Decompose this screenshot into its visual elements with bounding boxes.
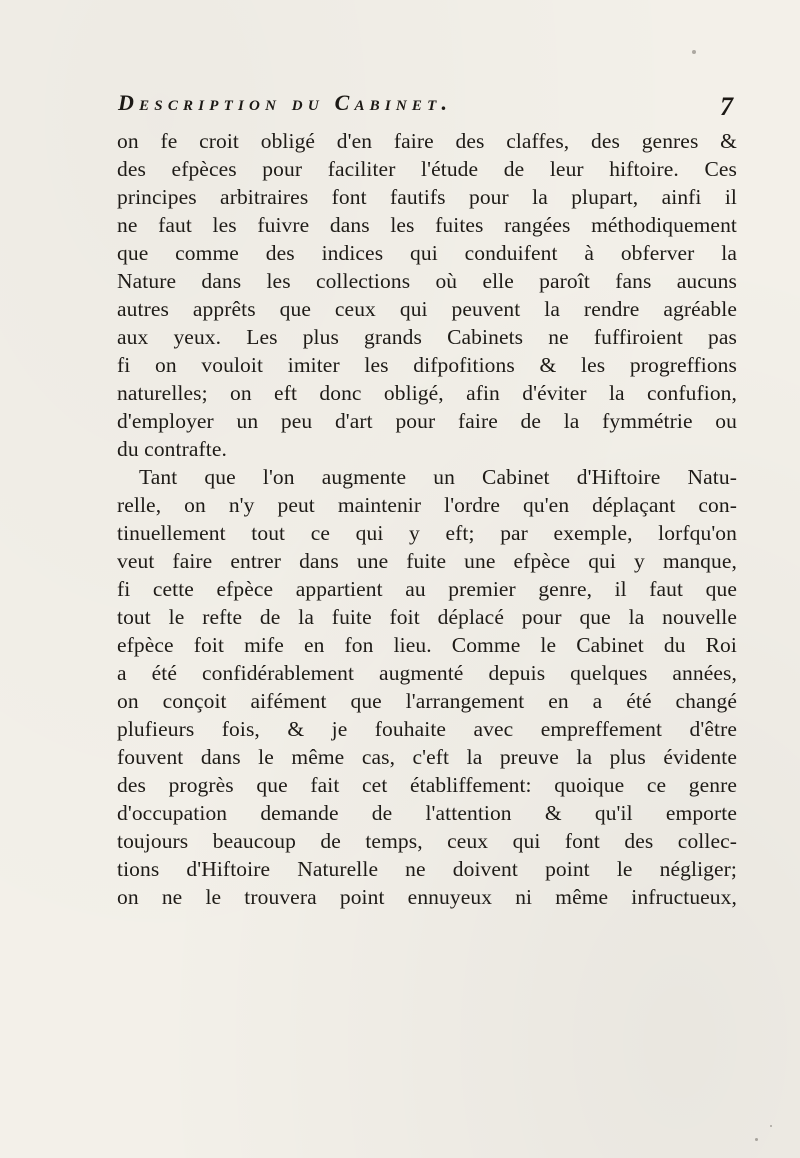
text-line: naturelles; on eft donc obligé, afin d'éviter la confufion, (117, 381, 737, 405)
text-line: relle, on n'y peut maintenir l'ordre qu'en déplaçant con- (117, 493, 737, 517)
text-line: tions d'Hiftoire Naturelle ne doivent point le négliger; (117, 857, 737, 881)
text-line: a été confidérablement augmenté depuis quelques années, (117, 661, 737, 685)
text-line: autres apprêts que ceux qui peuvent la rendre agréable (117, 297, 737, 321)
body-text (117, 127, 737, 911)
paragraph-end-line: du contrafte. (117, 437, 227, 461)
text-line: fouvent dans le même cas, c'eft la preuve la plus évidente (117, 745, 737, 769)
paper-speck (755, 1138, 758, 1141)
text-line: des progrès que fait cet établiffement: quoique ce genre (117, 773, 737, 797)
text-line: on conçoit aifément que l'arrangement en a été changé (117, 689, 737, 713)
text-line: fi cette efpèce appartient au premier genre, il faut que (117, 577, 737, 601)
text-line: des efpèces pour faciliter l'étude de leur hiftoire. Ces (117, 157, 737, 181)
text-line: veut faire entrer dans une fuite une efpèce qui y manque, (117, 549, 737, 573)
text-line: d'occupation demande de l'attention & qu'il emporte (117, 801, 737, 825)
text-line: plufieurs fois, & je fouhaite avec empreffement d'être (117, 717, 737, 741)
paper-speck (770, 1125, 772, 1127)
text-line: fi on vouloit imiter les difpofitions & les progreffions (117, 353, 737, 377)
page-number: 7 (720, 92, 733, 121)
paper-speck (692, 50, 696, 54)
text-line: efpèce foit mife en fon lieu. Comme le Cabinet du Roi (117, 633, 737, 657)
text-line: que comme des indices qui conduifent à obferver la (117, 241, 737, 265)
text-line: aux yeux. Les plus grands Cabinets ne fuffiroient pas (117, 325, 737, 349)
text-line: toujours beaucoup de temps, ceux qui font des collec- (117, 829, 737, 853)
text-line: on ne le trouvera point ennuyeux ni même infructueux, (117, 885, 737, 909)
page-header (118, 90, 733, 126)
text-line: tinuellement tout ce qui y eft; par exemple, lorfqu'on (117, 521, 737, 545)
paragraph-start-line: Tant que l'on augmente un Cabinet d'Hiftoire Natu- (139, 465, 737, 489)
text-line: d'employer un peu d'art pour faire de la fymmétrie ou (117, 409, 737, 433)
text-line: Nature dans les collections où elle paroît fans aucuns (117, 269, 737, 293)
text-line: on fe croit obligé d'en faire des claffes, des genres & (117, 129, 737, 153)
text-line: principes arbitraires font fautifs pour la plupart, ainfi il (117, 185, 737, 209)
running-title: Description du Cabinet. (118, 90, 453, 115)
text-line: tout le refte de la fuite foit déplacé pour que la nouvelle (117, 605, 737, 629)
text-line: ne faut les fuivre dans les fuites rangées méthodiquement (117, 213, 737, 237)
